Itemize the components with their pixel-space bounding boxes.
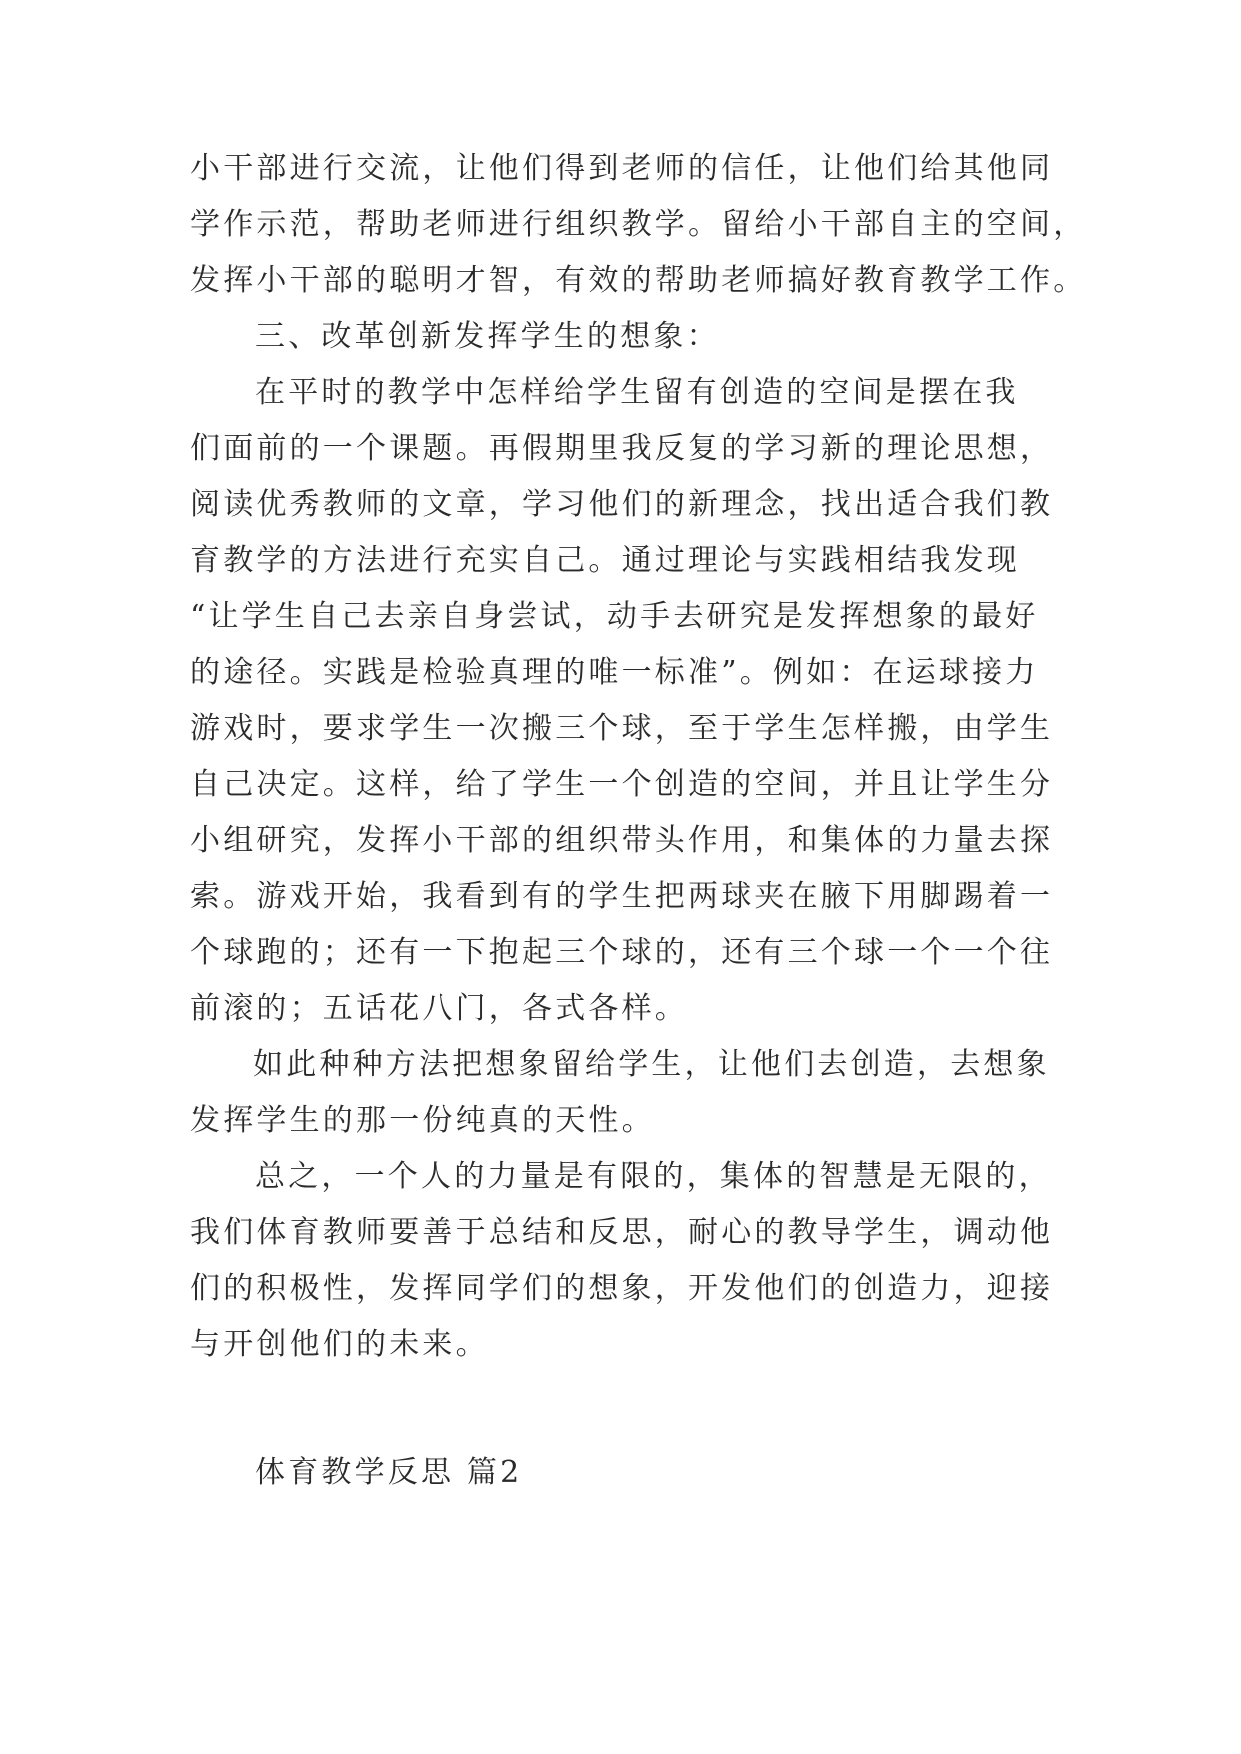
text-line: 自己决定。这样，给了学生一个创造的空间，并且让学生分: [190, 767, 1054, 802]
text-line: 小干部进行交流，让他们得到老师的信任，让他们给其他同: [190, 151, 1054, 186]
text-line: “让学生自己去亲自身尝试，动手去研究是发挥想象的最好: [190, 599, 1039, 634]
text-line: 的途径。实践是检验真理的唯一标准”。例如：在运球接力: [190, 655, 1039, 690]
text-line: 发挥学生的那一份纯真的天性。: [190, 1103, 655, 1138]
text-line: 阅读优秀教师的文章，学习他们的新理念，找出适合我们教: [190, 487, 1054, 522]
text-line: 与开创他们的未来。: [190, 1327, 489, 1362]
text-line: 发挥小干部的聪明才智，有效的帮助老师搞好教育教学工作。: [190, 263, 1087, 298]
text-line: 们的积极性，发挥同学们的想象，开发他们的创造力，迎接: [190, 1271, 1054, 1306]
text-line: 育教学的方法进行充实自己。通过理论与实践相结我发现: [190, 543, 1020, 578]
text-line: 索。游戏开始，我看到有的学生把两球夹在腋下用脚踢着一: [190, 879, 1054, 914]
text-line: 前滚的；五话花八门，各式各样。: [190, 991, 688, 1026]
text-line: 如此种种方法把想象留给学生，让他们去创造，去想象: [253, 1047, 1050, 1082]
text-line: 小组研究，发挥小干部的组织带头作用，和集体的力量去探: [190, 823, 1054, 858]
section-heading: 三、改革创新发挥学生的想象：: [255, 319, 720, 354]
text-line: 个球跑的；还有一下抱起三个球的，还有三个球一个一个往: [190, 935, 1054, 970]
section-title: 体育教学反思 篇2: [255, 1455, 523, 1490]
text-line: 学作示范，帮助老师进行组织教学。留给小干部自主的空间，: [190, 207, 1087, 242]
text-line: 游戏时，要求学生一次搬三个球，至于学生怎样搬，由学生: [190, 711, 1054, 746]
text-line: 们面前的一个课题。再假期里我反复的学习新的理论思想，: [190, 431, 1054, 466]
text-line: 总之，一个人的力量是有限的，集体的智慧是无限的，: [255, 1159, 1052, 1194]
text-line: 我们体育教师要善于总结和反思，耐心的教导学生，调动他: [190, 1215, 1054, 1250]
text-line: 在平时的教学中怎样给学生留有创造的空间是摆在我: [255, 375, 1019, 410]
